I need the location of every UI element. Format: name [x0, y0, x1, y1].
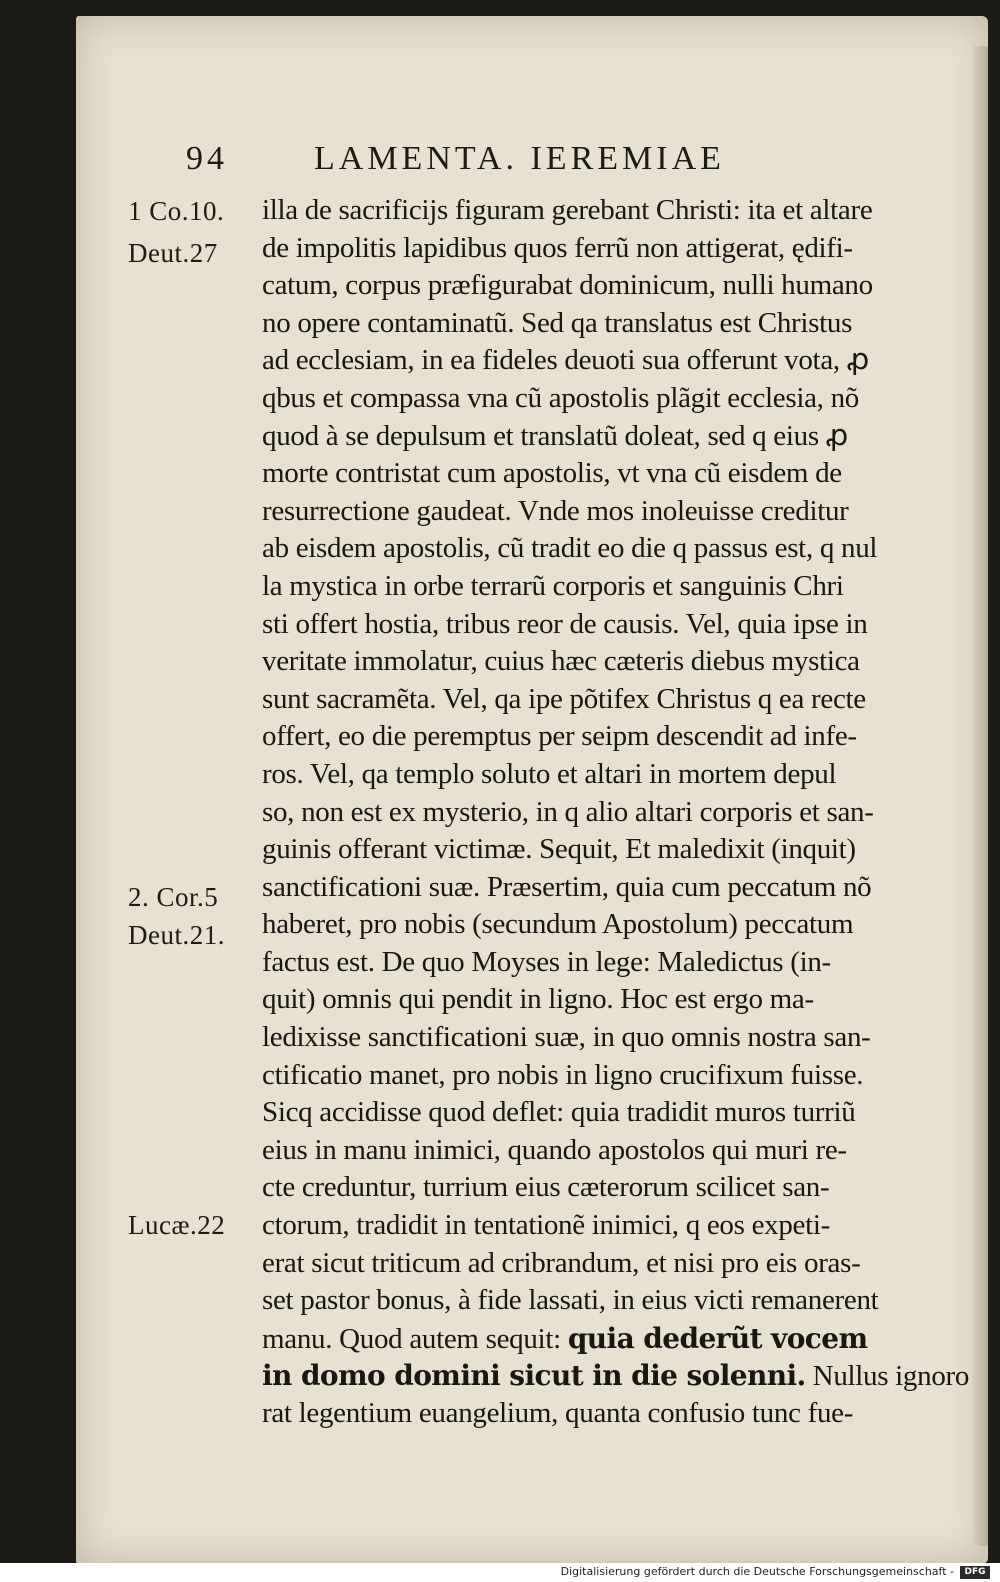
text-line: illa de sacrificijs figuram gerebant Christi: ita et altare: [262, 194, 873, 226]
main-text-block: [262, 192, 982, 1433]
text-line: resurrectione gaudeat. Vnde mos inoleuisse creditur: [262, 494, 849, 527]
text-line: haberet, pro nobis (secundum Apostolum) peccatum: [262, 908, 854, 941]
text-line: eius in manu inimici, quando apostolos qui muri re-: [262, 1133, 847, 1166]
text-line: ad ecclesiam, in ea fideles deuoti sua offerunt vota, ꝓ: [262, 344, 869, 377]
text-line: ctificatio manet, pro nobis in ligno crucifixum fuisse.: [262, 1058, 864, 1091]
text-line: guinis offerant victimæ. Sequit, Et maledixit (inquit): [262, 833, 856, 866]
footer-credit: Digitalisierung gefördert durch die Deutsche Forschungsgemeinschaft -: [560, 1565, 954, 1578]
text-line: sunt sacramẽta. Vel, qa ipe põtifex Christus q ea recte: [262, 682, 866, 715]
text-line: sti offert hostia, tribus reor de causis. Vel, quia ipse in: [262, 607, 868, 640]
text-line: rat legentium euangelium, quanta confusio tunc fue-: [262, 1397, 854, 1429]
text-line: catum, corpus præfigurabat dominicum, nulli humano: [262, 269, 873, 302]
text-line: erat sicut triticum ad cribrandum, et nisi pro eis oras-: [262, 1246, 861, 1279]
digitization-footer: [0, 1563, 1000, 1582]
text-span: manu. Quod autem sequit:: [262, 1322, 561, 1355]
margin-note: Deut.21.: [128, 920, 225, 950]
text-line: la mystica in orbe terrarũ corporis et sanguinis Chri: [262, 569, 844, 602]
text-line: de impolitis lapidibus quos ferrũ non attigerat, ędifi-: [262, 231, 853, 264]
text-line: ab eisdem apostolis, cũ tradit eo die q passus est, q nul: [262, 532, 878, 565]
text-line: offert, eo die peremptus per seipm descendit ad infe-: [262, 720, 857, 753]
dfg-logo: DFG: [960, 1566, 990, 1579]
text-line: morte contristat cum apostolis, vt vna cũ eisdem de: [262, 457, 842, 490]
page-number: 94: [186, 140, 228, 177]
margin-note: Lucæ.22: [128, 1210, 226, 1240]
text-line: veritate immolatur, cuius hæc cæteris diebus mystica: [262, 645, 860, 678]
text-line: set pastor bonus, à fide lassati, in eius victi remanerent: [262, 1284, 879, 1317]
text-line-mixed: [262, 1320, 982, 1358]
text-line: qbus et compassa vna cũ apostolis plãgit ecclesia, nõ: [262, 381, 859, 414]
text-line: ledixisse sanctificationi suæ, in quo omnis nostra san-: [262, 1021, 871, 1054]
margin-note: 1 Co.10.: [128, 196, 225, 226]
text-line: no opere contaminatũ. Sed qa translatus est Christus: [262, 306, 853, 339]
text-span: Nullus ignoro: [812, 1360, 970, 1393]
text-line-mixed: [262, 1357, 982, 1395]
text-line: Sicq accidisse quod deflet: quia tradidit muros turriũ: [262, 1096, 856, 1129]
text-line: ros. Vel, qa templo soluto et altari in mortem depul: [262, 757, 837, 790]
text-line: ctorum, tradidit in tentationẽ inimici, q eos expeti-: [262, 1209, 830, 1242]
margin-note: Deut.27: [128, 238, 218, 268]
text-line: factus est. De quo Moyses in lege: Maledictus (in-: [262, 945, 831, 978]
text-line: sanctificationi suæ. Præsertim, quia cum peccatum nõ: [262, 870, 872, 903]
running-title: LAMENTA. IEREMIAE: [314, 140, 725, 177]
blackletter-quote: quia dederũt vocem: [567, 1321, 868, 1355]
text-line: cte creduntur, turrium eius cæterorum scilicet san-: [262, 1171, 830, 1204]
blackletter-quote: in domo domini sicut in die solenni.: [262, 1359, 806, 1393]
margin-note: 2. Cor.5: [128, 882, 219, 912]
text-line: so, non est ex mysterio, in q alio altari corporis et san-: [262, 795, 874, 828]
text-line: quit) omnis qui pendit in ligno. Hoc est ergo ma-: [262, 983, 814, 1016]
page-header: [186, 140, 886, 184]
text-line: quod à se depulsum et translatũ doleat, sed q eius ꝓ: [262, 419, 848, 452]
